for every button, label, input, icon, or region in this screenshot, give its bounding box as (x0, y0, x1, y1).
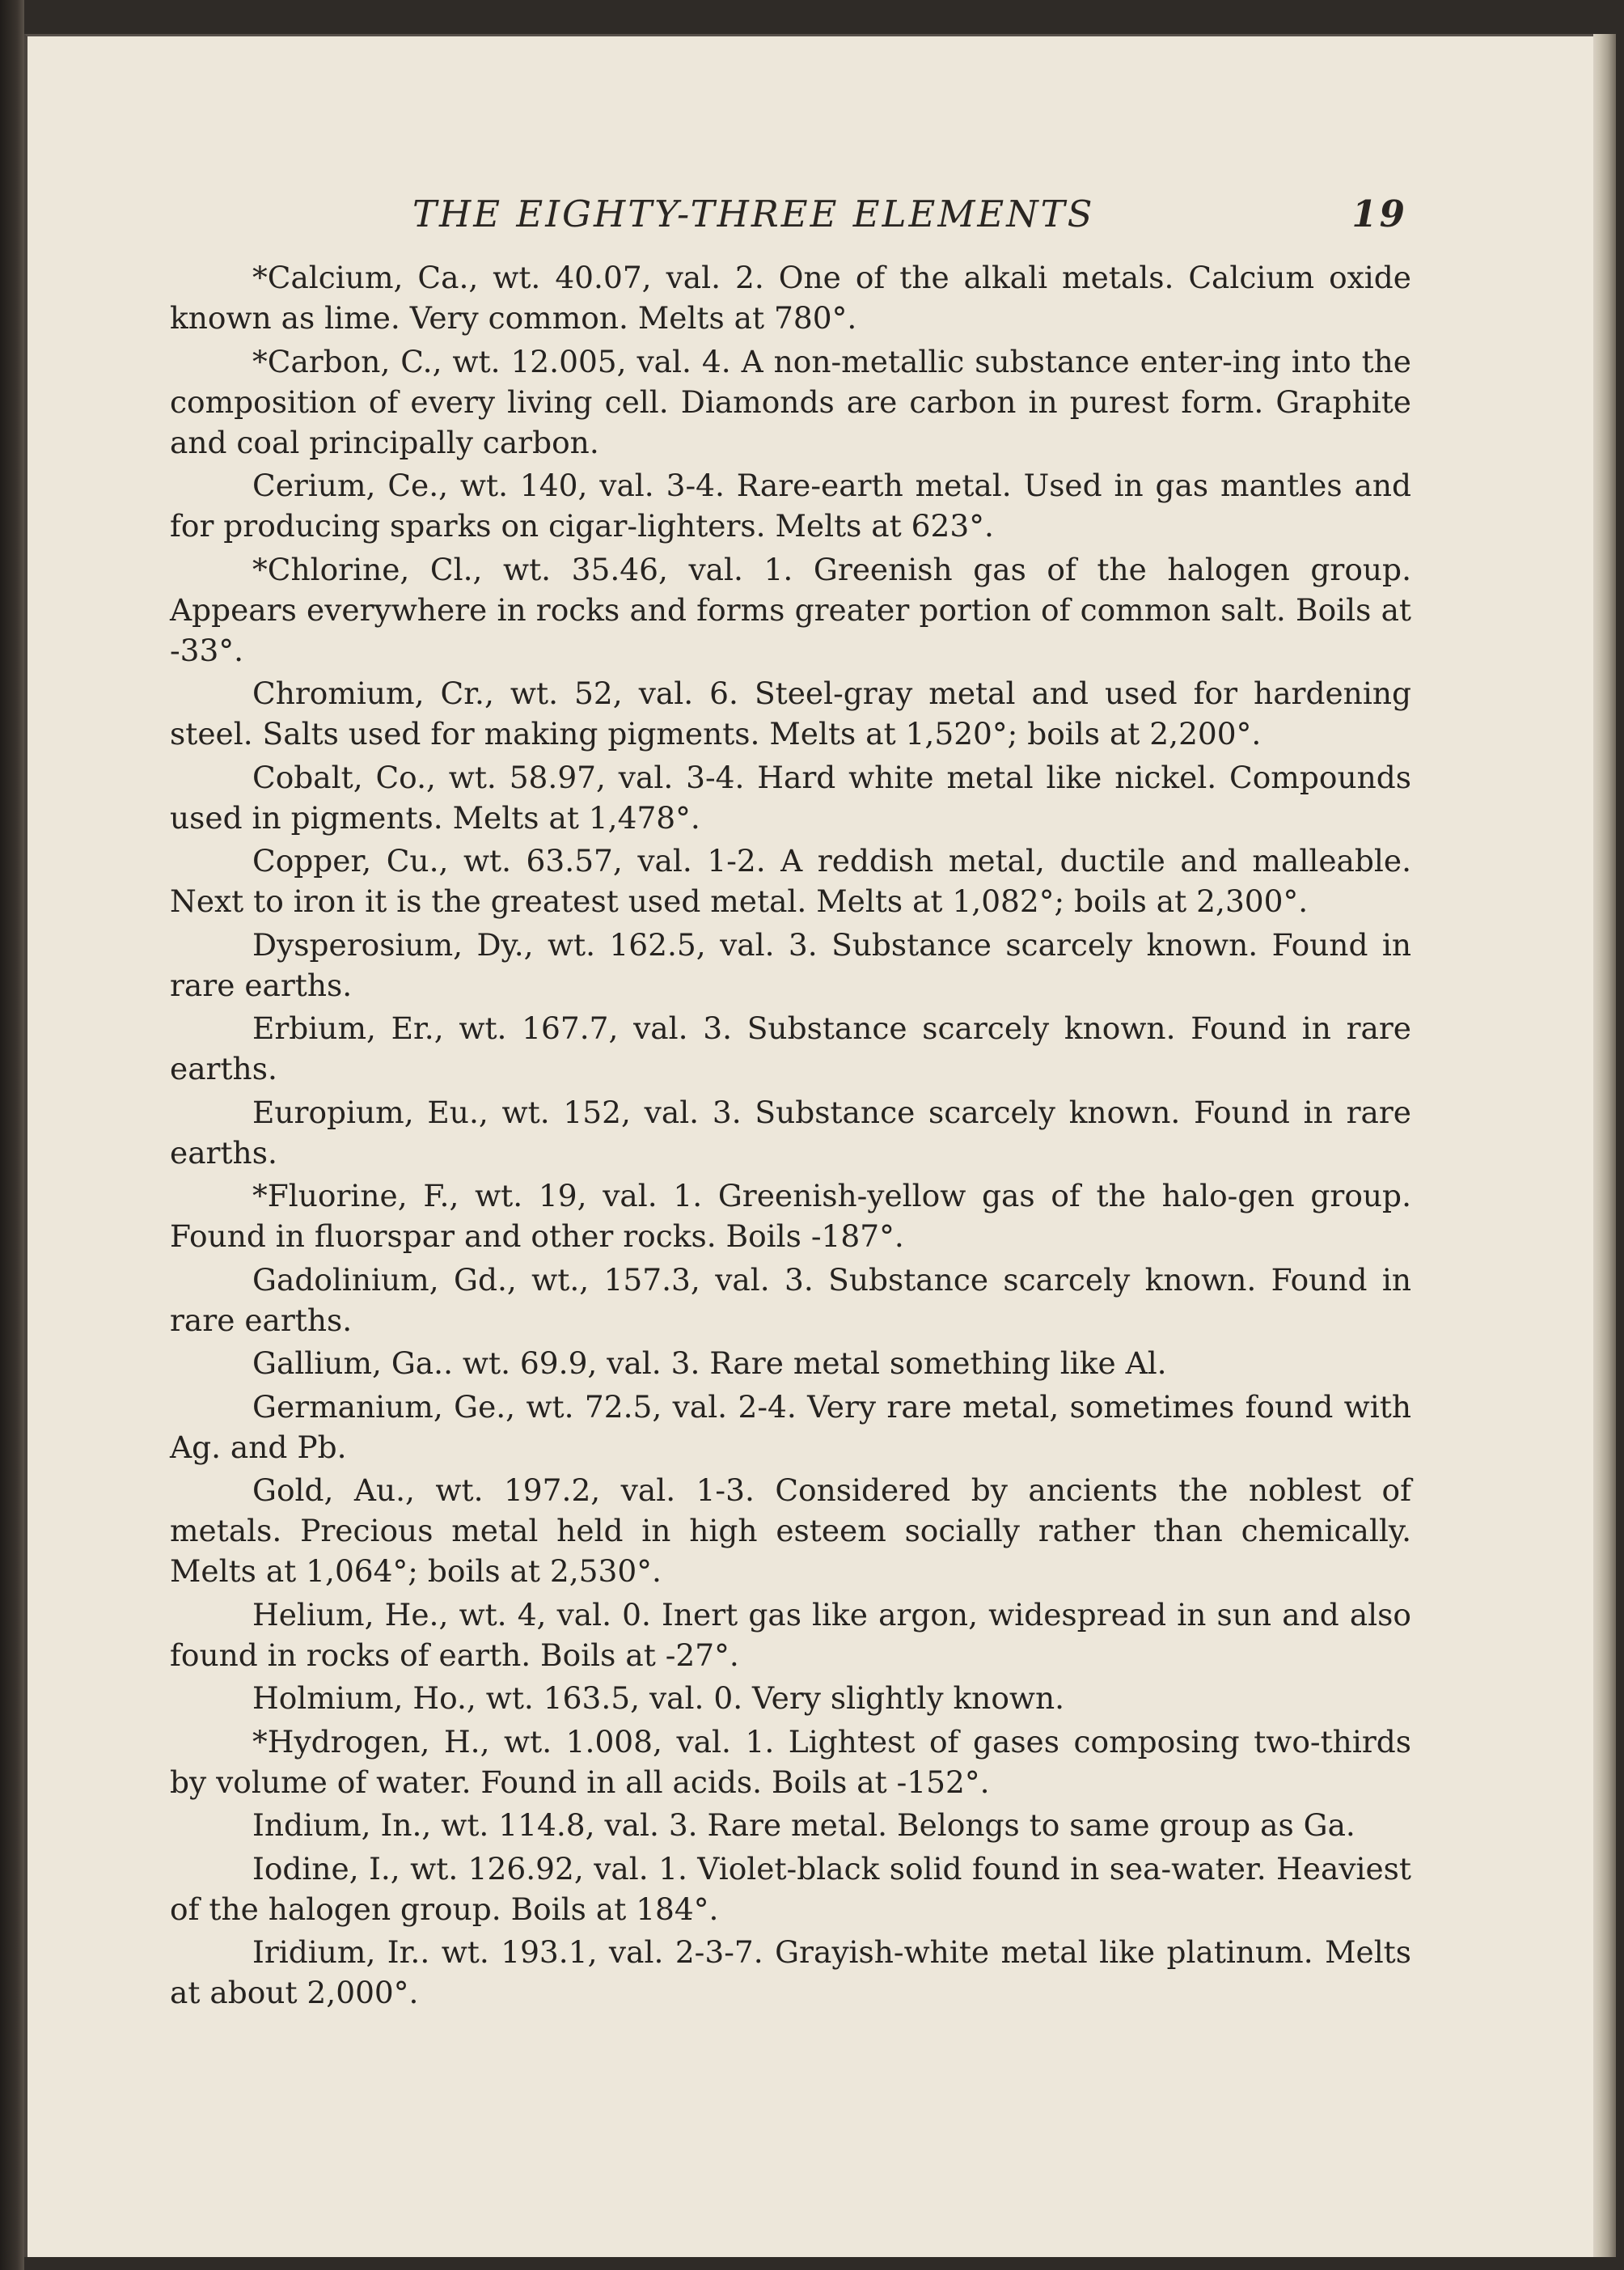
element-entry-germanium: Germanium, Ge., wt. 72.5, val. 2-4. Very rare metal, sometimes found with Ag. and Pb. (170, 1388, 1411, 1465)
element-entry-hydrogen: *Hydrogen, H., wt. 1.008, val. 1. Lightest of gases composing two-thirds by volume of water. Found in all acids. Boils at -152°. (170, 1723, 1411, 1800)
element-entry-holmium: Holmium, Ho., wt. 163.5, val. 0. Very slightly known. (252, 1680, 1065, 1716)
element-entry-erbium: Erbium, Er., wt. 167.7, val. 3. Substance scarcely known. Found in rare earths. (170, 1010, 1411, 1086)
element-entry-calcium: *Calcium, Ca., wt. 40.07, val. 2. One of the alkali metals. Calcium oxide known as lime. Very common. Melts at 780°. (170, 260, 1411, 336)
element-entry-chlorine: *Chlorine, Cl., wt. 35.46, val. 1. Greenish gas of the halogen group. Appears everywhere in rocks and forms greater portion of common salt. Boils at -33°. (170, 551, 1411, 668)
body-text (170, 257, 1411, 2016)
element-entry-europium: Europium, Eu., wt. 152, val. 3. Substance scarcely known. Found in rare earths. (170, 1094, 1411, 1171)
element-entry-gold: Gold, Au., wt. 197.2, val. 1-3. Considered by ancients the noblest of metals. Precious metal held in high esteem socially rather than chemically. Melts at 1,064°; boils at 2,530°. (170, 1472, 1411, 1589)
element-entry-gadolinium: Gadolinium, Gd., wt., 157.3, val. 3. Substance scarcely known. Found in rare earths. (170, 1261, 1411, 1338)
page-number: 19 (1351, 193, 1407, 235)
element-entry-copper: Copper, Cu., wt. 63.57, val. 1-2. A reddish metal, ductile and malleable. Next to iron it is the greatest used metal. Melts at 1,082°; boils at 2,300°. (170, 843, 1411, 919)
element-entry-indium: Indium, In., wt. 114.8, val. 3. Rare metal. Belongs to same group as Ga. (252, 1807, 1355, 1843)
running-header (412, 193, 1407, 241)
element-entry-dysperosium: Dysperosium, Dy., wt. 162.5, val. 3. Substance scarcely known. Found in rare earths. (170, 926, 1411, 1003)
book-left-edge (0, 0, 24, 2270)
element-entry-cerium: Cerium, Ce., wt. 140, val. 3-4. Rare-earth metal. Used in gas mantles and for producing sparks on cigar-lighters. Melts at 623°. (170, 468, 1411, 544)
element-entry-chromium: Chromium, Cr., wt. 52, val. 6. Steel-gray metal and used for hardening steel. Salts used for making pigments. Melts at 1,520°; boils at 2,200°. (170, 675, 1411, 752)
element-entry-iridium: Iridium, Ir.. wt. 193.1, val. 2-3-7. Grayish-white metal like platinum. Melts at about 2,000°. (170, 1934, 1411, 2010)
element-entry-helium: Helium, He., wt. 4, val. 0. Inert gas like argon, widespread in sun and also found in rocks of earth. Boils at -27°. (170, 1596, 1411, 1673)
element-entry-cobalt: Cobalt, Co., wt. 58.97, val. 3-4. Hard white metal like nickel. Compounds used in pigments. Melts at 1,478°. (170, 759, 1411, 836)
element-entry-fluorine: *Fluorine, F., wt. 19, val. 1. Greenish-yellow gas of the halo-gen group. Found in fluorspar and other rocks. Boils -187°. (170, 1178, 1411, 1254)
running-title: THE EIGHTY-THREE ELEMENTS (412, 193, 1095, 235)
element-entry-carbon: *Carbon, C., wt. 12.005, val. 4. A non-metallic substance enter-ing into the composition of every living cell. Diamonds are carbon in purest form. Graphite and coal principally carbon. (170, 343, 1411, 460)
element-entry-iodine: Iodine, I., wt. 126.92, val. 1. Violet-black solid found in sea-water. Heaviest of the halogen group. Boils at 184°. (170, 1850, 1411, 1927)
book-page-edge (1593, 34, 1616, 2257)
element-entry-gallium: Gallium, Ga.. wt. 69.9, val. 3. Rare metal something like Al. (252, 1345, 1167, 1381)
